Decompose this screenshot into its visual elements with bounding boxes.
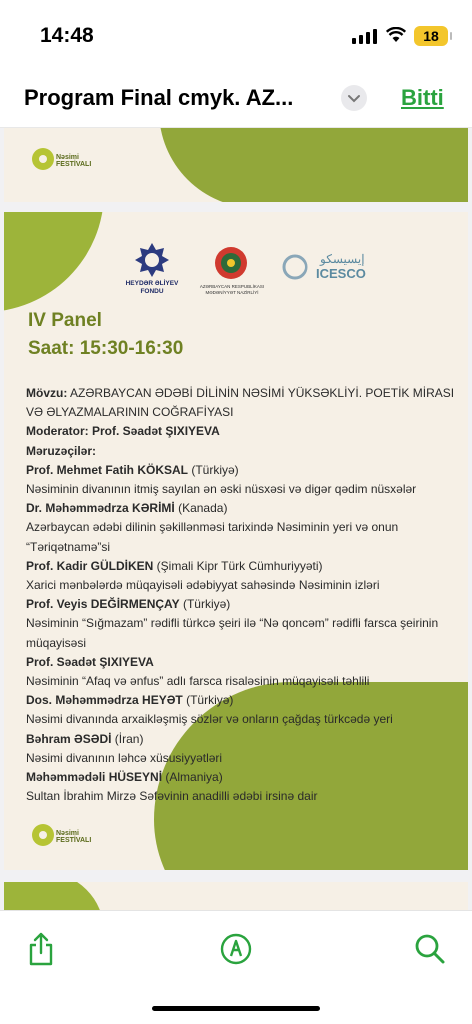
speaker-country: (İran): [111, 731, 144, 746]
share-icon[interactable]: [26, 931, 56, 967]
speaker-name: Prof. Kadir GÜLDİKEN: [26, 558, 154, 573]
speaker-line: [26, 499, 458, 518]
speaker-line: [26, 653, 458, 672]
program-content: [26, 384, 458, 806]
topic-text: AZƏRBAYCAN ƏDƏBİ DİLİNİN NƏSİMİ YÜKSƏKLİYİ. POETİK MİRASI VƏ ƏLYAZMALARININ COĞRAFİYASI: [26, 386, 455, 420]
speaker-name: Prof. Mehmet Fatih KÖKSAL: [26, 462, 189, 477]
speaker-line: [26, 595, 458, 614]
speaker-line: [26, 691, 458, 710]
decor-blob: [4, 212, 104, 312]
done-button[interactable]: Bitti: [401, 85, 444, 110]
speaker-topic: Nəsimi divanının ləhcə xüsusiyyətləri: [26, 750, 223, 765]
speaker-topic: Xarici mənbələrdə müqayisəli ədəbiyyat sahəsində Nəsiminin izləri: [26, 578, 380, 593]
festival-logo-icon: [32, 824, 54, 846]
speakers-label: Məruzəçilər:: [26, 443, 97, 458]
decor-blob: [4, 882, 104, 910]
title-menu-button[interactable]: [341, 85, 367, 111]
festival-logo-text: Nəsimi FESTİVALI: [56, 830, 92, 844]
nav-bar: [0, 72, 472, 128]
pdf-page: [4, 882, 468, 910]
speaker-topic: Azərbaycan ədəbi dilinin şəkillənməsi tarixində Nəsiminin yeri və onun “Təriqətnamə”si: [26, 520, 399, 554]
festival-logo-text: Nəsimi FESTİVALI: [56, 154, 92, 168]
speaker-name: Prof. Veyis DEĞİRMENÇAY: [26, 597, 180, 612]
speaker-line: [26, 557, 458, 576]
document-viewer[interactable]: [0, 128, 472, 910]
speaker-country: (Türkiyə): [182, 693, 234, 708]
chevron-down-icon: [341, 85, 367, 111]
search-icon[interactable]: [414, 933, 446, 965]
status-time: 14:48: [40, 24, 94, 47]
home-indicator: [152, 1006, 320, 1011]
speaker-topic: Nəsimi divanında arxaikləşmiş sözlər və onların çağdaş türkcədə yeri: [26, 712, 393, 727]
topic-label: Mövzu:: [26, 386, 68, 400]
speaker-country: (Şimali Kipr Türk Cümhuriyyəti): [153, 558, 323, 573]
ministry-label: AZƏRBAYCAN RESPUBLİKASI MƏDƏNİYYƏT NAZİRLİYİ: [199, 284, 265, 295]
speaker-country: (Almaniya): [162, 770, 223, 785]
pdf-page: [4, 128, 468, 202]
festival-logo-icon: [32, 148, 54, 170]
speaker-topic: Nəsiminin divanının itmiş sayılan ən əski nüsxəsi və digər qədim nüsxələr: [26, 482, 417, 497]
icesco-logo-icon: [282, 254, 308, 280]
speaker-topic: Nəsiminin “Sığmazam” rədifli türkcə şeiri ilə “Nə qoncəm” rədifli farsca şeirinin müqayisəsi: [26, 616, 439, 650]
document-title[interactable]: Program Final cmyk. AZ...: [24, 85, 294, 110]
speaker-topic: Nəsiminin “Afaq və ənfus” adlı farsca risaləsinin müqayisəli təhlili: [26, 674, 370, 689]
speaker-country: (Türkiyə): [179, 597, 231, 612]
topic-line: [26, 384, 458, 422]
panel-title: IV Panel: [28, 310, 102, 331]
heydar-aliyev-foundation-label: HEYDƏR ƏLİYEV FONDU: [125, 280, 179, 295]
signal-icon: [352, 28, 377, 44]
speaker-line: [26, 730, 458, 749]
wifi-icon: [386, 27, 406, 43]
moderator-line: Moderator: Prof. Səadət ŞIXIYEVA: [26, 424, 220, 439]
markup-icon[interactable]: [220, 933, 252, 965]
speaker-name: Dr. Məhəmmədrza KƏRİMİ: [26, 501, 175, 516]
speaker-line: [26, 768, 458, 787]
speaker-topic: Sultan İbrahim Mirzə Səfəvinin anadilli ədəbi irsinə dair: [26, 789, 318, 804]
icesco-label: ICESCO: [316, 266, 366, 281]
ministry-emblem: [214, 246, 248, 280]
speaker-name: Dos. Məhəmmədrza HEYƏT: [26, 693, 183, 708]
speaker-country: (Kanada): [174, 501, 228, 516]
speaker-name: Bəhram ƏSƏDİ: [26, 731, 112, 746]
panel-time: Saat: 15:30-16:30: [28, 338, 184, 359]
status-bar: [0, 0, 472, 72]
speaker-name: Prof. Səadət ŞIXIYEVA: [26, 654, 154, 669]
icesco-arabic-label: إيسيسكو: [320, 252, 365, 266]
speaker-name: Məhəmmədəli HÜSEYNİ: [26, 770, 163, 785]
pdf-page: [4, 212, 468, 870]
speaker-country: (Türkiyə): [188, 462, 239, 477]
heydar-aliyev-foundation-logo: [134, 242, 170, 278]
decor-blob: [159, 128, 468, 202]
battery-icon: 18: [414, 26, 448, 46]
speaker-line: [26, 461, 458, 480]
